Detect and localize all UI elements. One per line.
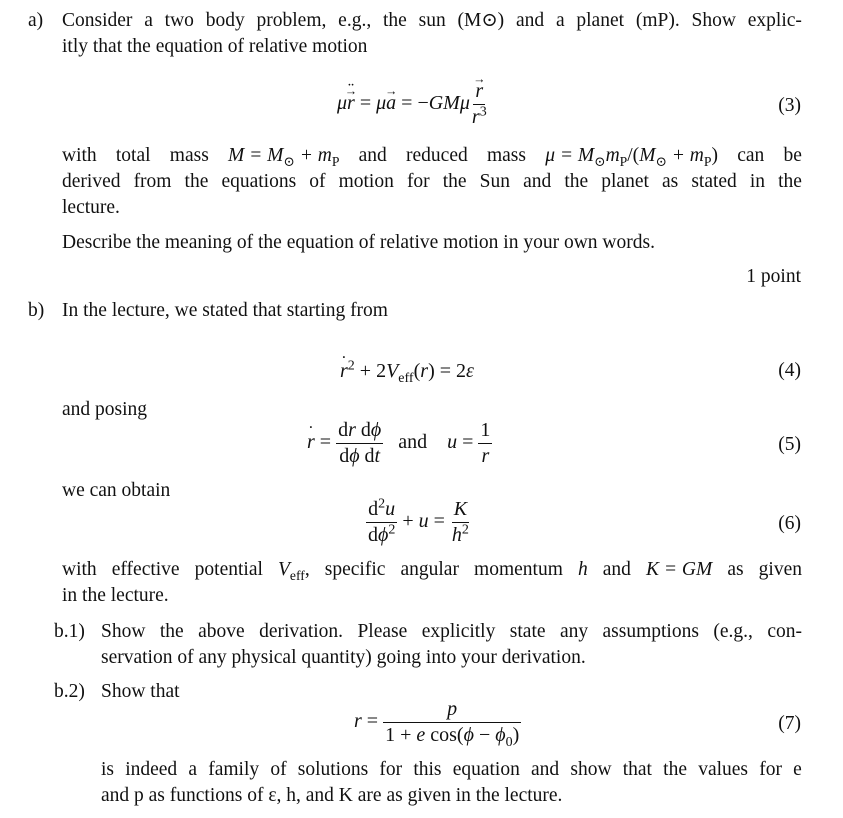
word: planet	[576, 10, 625, 31]
b2-text: Show that	[101, 681, 180, 702]
points-label: 1 point	[746, 266, 801, 287]
word: motion	[338, 171, 394, 192]
word: above	[198, 621, 245, 642]
and-posing-text: and posing	[62, 399, 148, 420]
word: a	[144, 10, 153, 31]
word: is	[101, 759, 115, 780]
word: for	[379, 759, 403, 780]
word: for	[759, 759, 782, 780]
word: two	[164, 10, 194, 31]
word: planet	[601, 171, 649, 192]
word: and	[531, 759, 560, 780]
b1-label: b.1)	[54, 621, 85, 642]
part-a-label: a)	[28, 10, 44, 31]
word: sun	[418, 10, 446, 31]
equation-6-number: (6)	[778, 513, 801, 534]
word: the	[564, 171, 589, 192]
word: a	[555, 10, 565, 31]
mass-text-line-2	[62, 169, 802, 195]
word: any	[559, 621, 589, 642]
word: equation	[452, 759, 520, 780]
word: derived	[62, 171, 121, 192]
word: the	[184, 171, 209, 192]
word: equations	[221, 171, 297, 192]
word: Show	[691, 10, 736, 31]
word: family	[208, 759, 260, 780]
equation-4-number: (4)	[778, 360, 801, 381]
effective-text-line-1: with effective potential $V_{eff}$, specific angular momentum h and K = GM as given	[62, 559, 802, 583]
word: assumptions	[602, 621, 699, 642]
word: e.g.,	[338, 10, 372, 31]
part-a-intro-line-1	[62, 8, 802, 34]
word: derivation.	[259, 621, 344, 642]
we-can-obtain-text: we can obtain	[62, 480, 171, 501]
word: the	[663, 759, 687, 780]
word: of	[270, 759, 287, 780]
word: values	[698, 759, 749, 780]
part-b-intro: In the lecture, we stated that starting from	[62, 300, 388, 321]
word: (mP).	[635, 10, 680, 31]
word: Sun	[479, 171, 511, 192]
word: solutions	[297, 759, 369, 780]
word: explic-	[747, 10, 802, 31]
word: stated	[691, 171, 737, 192]
mass-text-line-3: lecture.	[62, 197, 120, 218]
word: that	[622, 759, 652, 780]
b2-closing-line-2: and p as functions of ε, h, and K are as given in the lecture.	[101, 785, 563, 806]
equation-5-number: (5)	[778, 434, 801, 455]
word: of	[309, 171, 326, 192]
word: explicitly	[421, 621, 496, 642]
b1-text-line-2: servation of any physical quantity) going into your derivation.	[101, 647, 586, 668]
describe-text: Describe the meaning of the equation of relative motion in your own words.	[62, 232, 655, 253]
word: (M⊙)	[457, 10, 505, 31]
part-a-intro-line-2: itly that the equation of relative motion	[62, 36, 368, 57]
equation-3-number: (3)	[778, 95, 801, 116]
equation-7: r = $\frac{p}{1 + e \cos(\phi - \phi_0)}$	[354, 698, 520, 750]
word: this	[413, 759, 442, 780]
word: from	[133, 171, 172, 192]
word: as	[661, 171, 679, 192]
equation-3: μ¨ r → = μa → = −GMμ $\frac{r \to}{r^3}$	[337, 80, 489, 129]
word: for	[406, 171, 430, 192]
word: a	[188, 759, 198, 780]
word: indeed	[125, 759, 178, 780]
word: problem,	[256, 10, 327, 31]
equation-5: ˙ r = $\frac{\text{dr dϕ}}{\text{dϕ dt}}$ and u = $\frac{1}{r}$	[307, 419, 492, 468]
word: con-	[767, 621, 802, 642]
word: and	[515, 10, 545, 31]
total-mass-expr: $M = M_⊙ + m_P$	[228, 145, 340, 169]
word: state	[509, 621, 546, 642]
equation-4: ˙ $r^2 + 2V_{eff}(r) = 2\varepsilon$	[340, 358, 474, 384]
word: and	[523, 171, 552, 192]
word: in	[749, 171, 766, 192]
equation-6: $\frac{d^2u}{d\phi^2}$ + u = $\frac{K}{h^2}$	[368, 496, 469, 546]
b2-closing-line-1	[101, 757, 802, 783]
word: the	[383, 10, 407, 31]
word: the	[442, 171, 467, 192]
word: e	[793, 759, 802, 780]
word: the	[159, 621, 184, 642]
word: show	[570, 759, 612, 780]
equation-7-number: (7)	[778, 713, 801, 734]
part-b-label: b)	[28, 300, 45, 321]
word: the	[778, 171, 802, 192]
word: Consider	[62, 10, 133, 31]
b2-label: b.2)	[54, 681, 85, 702]
b1-text-line-1	[101, 619, 802, 645]
word: body	[205, 10, 245, 31]
veff-symbol: $V_{eff}$,	[277, 559, 310, 583]
word: (e.g.,	[713, 621, 753, 642]
word: Show	[101, 621, 146, 642]
reduced-mass-expr: $\mu = M_⊙m_P/(M_⊙ + m_P)$	[545, 145, 718, 169]
effective-text-line-2: in the lecture.	[62, 585, 169, 606]
word: Please	[357, 621, 408, 642]
mass-text-line-1: with total mass $M = M_⊙ + m_P$ and reduced mass $\mu = M_⊙m_P/(M_⊙ + m_P)$ can be	[62, 145, 802, 169]
